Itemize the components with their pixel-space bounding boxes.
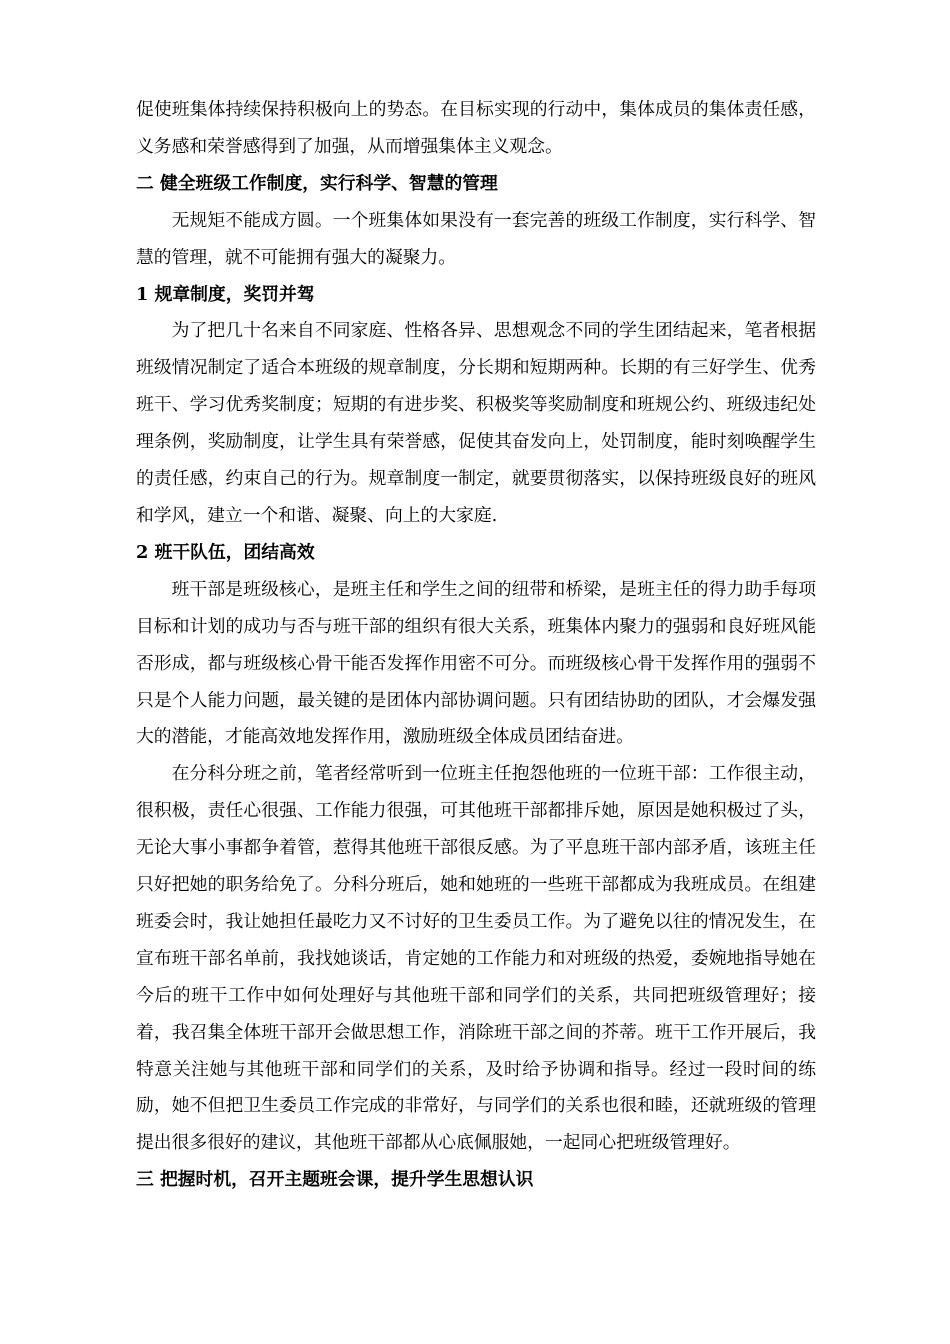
section-heading-2: 二 健全班级工作制度，实行科学、智慧的管理: [136, 172, 498, 194]
document-page: [136, 92, 816, 1199]
section-heading-3: 三 把握时机，召开主题班会课，提升学生思想认识: [136, 1169, 534, 1191]
paragraph-cadres-core: 班干部是班级核心，是班主任和学生之间的纽带和桥梁，是班主任的得力助手每项目标和计划的成功与否与班干部的组织有很大关系，班集体内聚力的强弱和良好班风能否形成，都与班级核心骨干能否发挥作用密不可分。而班级核心骨干发挥作用的强弱不只是个人能力问题，最关键的是团体内部协调问题。只有团结协助的团队，才会爆发强大的潜能，才能高效地发挥作用，激励班级全体成员团结奋进。: [136, 578, 816, 748]
paragraph-rules-detail: 为了把几十名来自不同家庭、性格各异、思想观念不同的学生团结起来，笔者根据班级情况制定了适合本班级的规章制度，分长期和短期两种。长期的有三好学生、优秀班干、学习优秀奖制度；短期的有进步奖、积极奖等奖励制度和班规公约、班级违纪处理条例，奖励制度，让学生具有荣誉感，促使其奋发向上，处罚制度，能时刻唤醒学生的责任感，约束自己的行为。规章制度一制定，就要贯彻落实，以保持班级良好的班风和学风，建立一个和谐、凝聚、向上的大家庭.: [136, 320, 816, 526]
paragraph-rules-intro: 无规矩不能成方圆。一个班集体如果没有一套完善的班级工作制度，实行科学、智慧的管理，就不可能拥有强大的凝聚力。: [136, 209, 816, 268]
paragraph-collective-goal: 促使班集体持续保持积极向上的势态。在目标实现的行动中，集体成员的集体责任感，义务感和荣誉感得到了加强，从而增强集体主义观念。: [136, 99, 816, 157]
subsection-heading-rules: 1 规章制度，奖罚并驾: [136, 283, 315, 305]
paragraph-cadres-story: 在分科分班之前，笔者经常听到一位班主任抱怨他班的一位班干部：工作很主动，很积极，责任心很强、工作能力很强，可其他班干部都排斥她，原因是她积极过了头，无论大事小事都争着管，惹得其他班干部很反感。为了平息班干部内部矛盾，该班主任只好把她的职务给免了。分科分班后，她和她班的一些班干部都成为我班成员。在组建班委会时，我让她担任最吃力又不讨好的卫生委员工作。为了避免以往的情况发生，在宣布班干部名单前，我找她谈话，肯定她的工作能力和对班级的热爱，委婉地指导她在今后的班干工作中如何处理好与其他班干部和同学们的关系，共同把班级管理好；接着，我召集全体班干部开会做思想工作，消除班干部之间的芥蒂。班干工作开展后，我特意关注她与其他班干部和同学们的关系，及时给予协调和指导。经过一段时间的练励，她不但把卫生委员工作完成的非常好，与同学们的关系也很和睦，还就班级的管理提出很多很好的建议，其他班干部都从心底佩服她，一起同心把班级管理好。: [136, 763, 816, 1154]
subsection-heading-cadres: 2 班干队伍，团结高效: [136, 541, 315, 563]
